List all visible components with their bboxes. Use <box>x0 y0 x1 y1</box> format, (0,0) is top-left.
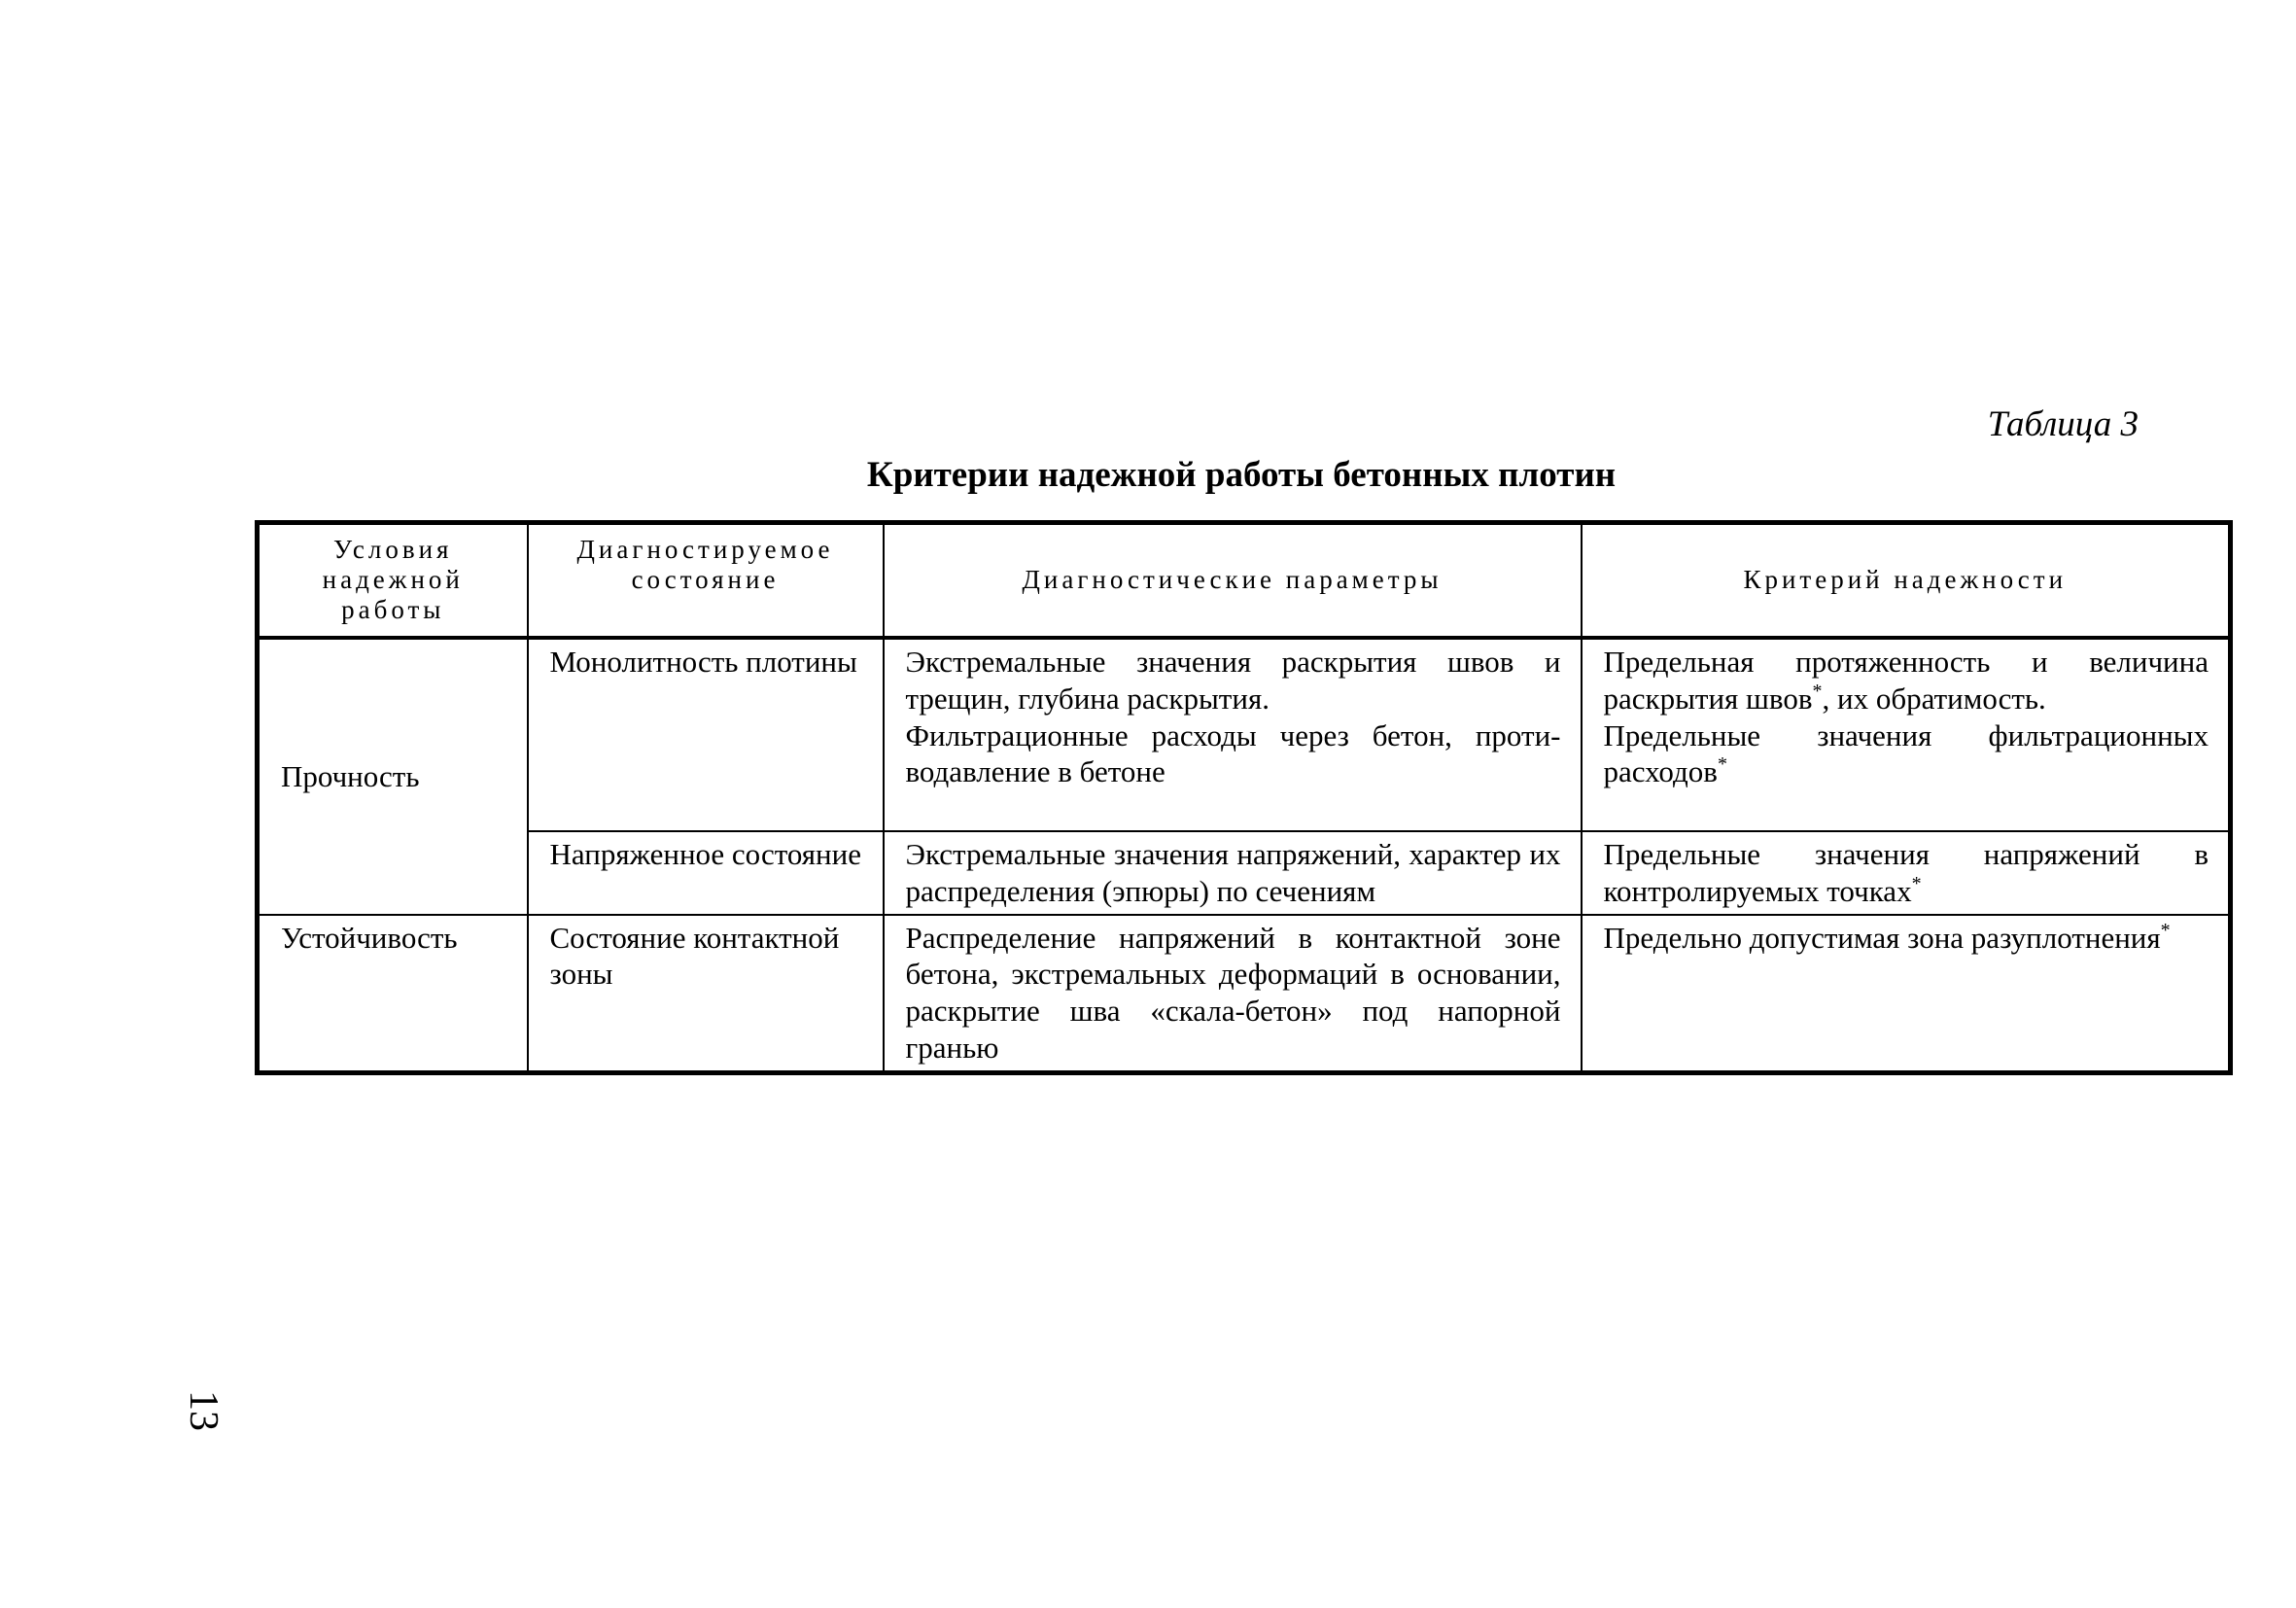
criterion-contact-zone <box>1582 915 2231 1073</box>
parameters-monolith <box>884 638 1582 831</box>
criterion-stress <box>1582 831 2231 915</box>
parameters-stress: Экстремальные значения напряжений, характер их распределения (эпюры) по сечениям <box>884 831 1582 915</box>
header-diagnosed-state: Диагностируемое состояние <box>528 523 884 639</box>
parameters-contact-zone: Распределение напряжений в контактной зоне бетона, экстремальных деформаций в основании, раскрытие шва «скала-бетон» под напорной гранью <box>884 915 1582 1073</box>
footnote-mark: * <box>1717 753 1727 776</box>
header-row <box>258 523 2231 639</box>
parameters-monolith-line-2: Фильтрационные расходы через бетон, противодавление в бетоне <box>905 717 1561 789</box>
condition-stability: Устойчивость <box>258 915 528 1073</box>
criterion-monolith-text-1-tail: , их обратимость. <box>1822 681 2046 716</box>
footnote-mark: * <box>2160 919 2171 941</box>
state-stress: Напряженное состояние <box>528 831 884 915</box>
state-contact-zone: Состояние контактной зоны <box>528 915 884 1073</box>
header-reliability-criterion: Критерий надежности <box>1582 523 2231 639</box>
criterion-monolith <box>1582 638 2231 831</box>
page-title: Критерии надежной работы бетонных плотин <box>866 455 1617 495</box>
table-caption: Таблица 3 <box>1987 404 2139 444</box>
header-diagnostic-parameters: Диагностические параметры <box>884 523 1582 639</box>
header-conditions: Условия надежной работы <box>258 523 528 639</box>
criterion-monolith-para-1 <box>1604 644 2209 717</box>
state-monolith: Монолитность плотины <box>528 638 884 831</box>
criterion-monolith-text-2: Предельные значения фильтрационных расходов <box>1603 717 2209 789</box>
criterion-monolith-para-2 <box>1604 717 2209 791</box>
criterion-monolith-text-1: Предельная протяженность и величина раскрытия швов <box>1603 645 2209 716</box>
footnote-mark: * <box>1911 872 1922 894</box>
page-number: 13 <box>181 1390 226 1431</box>
criterion-contact-zone-text: Предельно допустимая зона разуплотнения <box>1603 920 2161 955</box>
criterion-stress-text: Предельные значения напряжений в контролируемых точках <box>1603 837 2209 908</box>
footnote-mark: * <box>1812 680 1823 702</box>
table-row-stress <box>258 831 2231 915</box>
criteria-table <box>255 520 2233 1075</box>
table-row-stability <box>258 915 2231 1073</box>
parameters-monolith-line-1: Экстремальные значения раскрытия швов и трещин, глубина раскрытия. <box>905 645 1561 716</box>
table-row-monolith <box>258 638 2231 831</box>
condition-strength: Прочность <box>258 638 528 915</box>
